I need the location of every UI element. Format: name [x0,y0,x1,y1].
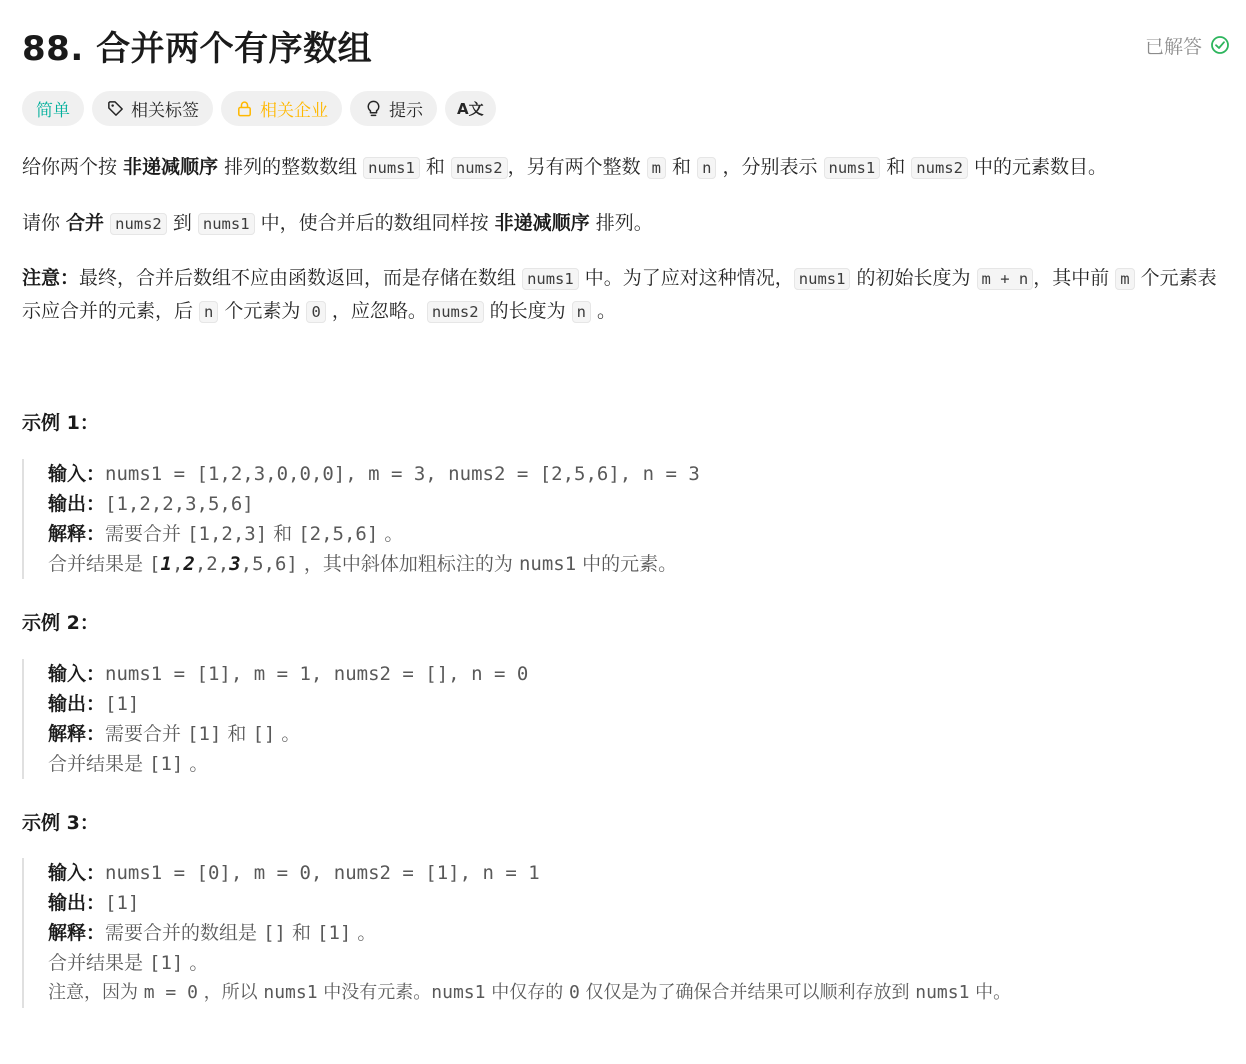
code-text: [1,2,3] [187,523,268,545]
input-value: nums1 = [0], m = 0, nums2 = [1], n = 1 [105,862,540,884]
explain-label: 解释： [48,523,106,545]
output-value: [1,2,2,3,5,6] [105,493,254,515]
text: 和 [665,156,698,178]
lightbulb-icon [364,99,383,118]
example-explanation [48,519,1226,549]
text: 注意，因为 [48,982,144,1003]
title-row [22,22,1230,68]
text: 合并结果是 [48,553,150,575]
inline-code: nums2 [911,157,968,179]
related-tags-button[interactable] [92,91,213,126]
tag-bar [22,91,496,126]
inline-code: nums2 [110,213,167,235]
translate-icon: A文 [457,100,484,118]
text: 。 [183,952,209,974]
example-note [48,978,1226,1008]
example-input [48,659,1226,689]
description-paragraph-2 [22,207,1226,240]
text: 中。 [969,982,1012,1003]
example-result [48,749,1226,779]
text: 中仅存的 [485,982,569,1003]
lock-icon [235,99,254,118]
code-text: ,5,6] [240,553,298,575]
code-text: , [171,553,184,575]
text: 排列的整数数组 [218,156,364,178]
input-label: 输入： [48,463,106,485]
text: 需要合并的数组是 [105,922,264,944]
output-label: 输出： [48,693,106,715]
text: 和 [267,523,299,545]
text: 给你两个按 [22,156,124,178]
inline-code: nums1 [363,157,420,179]
text: 的初始长度为 [850,267,977,289]
text: 。 [183,753,209,775]
code-text: nums1 [431,982,486,1003]
input-label: 输入： [48,663,106,685]
text: 和 [285,922,318,944]
text: 。 [351,922,377,944]
solved-label: 已解答 [1144,35,1202,58]
inline-code: 0 [306,301,325,323]
inline-code: nums2 [451,157,508,179]
example-3-block [22,858,1226,1008]
inline-code: n [199,301,218,323]
text: 。 [378,523,404,545]
highlighted-element: 3 [229,553,241,575]
example-2-block [22,659,1226,779]
text: 合并结果是 [48,753,150,775]
explain-label: 解释： [48,723,106,745]
tag-icon [106,99,125,118]
text: 请你 [22,212,67,234]
result-array [149,553,298,575]
example-output [48,689,1226,719]
description-paragraph-1 [22,151,1226,184]
code-text: [2,5,6] [298,523,379,545]
text: 个元素表示应合并的元素，后 [22,267,1217,322]
code-text: m = 0 [143,982,198,1003]
text: ，所以 [197,982,264,1003]
text: ，其中斜体加粗标注的为 [297,553,519,575]
inline-code: nums2 [427,301,484,323]
inline-code: nums1 [522,268,579,290]
inline-code: m + n [977,268,1034,290]
text: 个元素为 [218,300,307,322]
code-text: nums1 [518,553,577,575]
example-result [48,549,1226,579]
text: 中。为了应对这种情况， [578,267,794,289]
example-2-title: 示例 2： [22,612,99,634]
related-companies-label: 相关企业 [260,101,328,121]
inline-code: m [647,157,666,179]
example-1-block [22,459,1226,579]
code-text: 0 [568,982,580,1003]
text: 排列。 [589,212,653,234]
text: ，应忽略。 [325,300,427,322]
input-value: nums1 = [1,2,3,0,0,0], m = 3, nums2 = [2,5,6], n = 3 [105,463,700,485]
code-text: [1] [149,753,184,775]
text: 到 [166,212,198,234]
text: ，其中前 [1033,267,1116,289]
inline-code: nums1 [198,213,255,235]
highlighted-element: 2 [183,553,195,575]
example-explanation [48,918,1226,948]
text: 仅仅是为了确保合并结果可以顺利存放到 [579,982,916,1003]
hint-button[interactable] [350,91,437,126]
example-input [48,858,1226,888]
difficulty-label: 简单 [36,101,70,121]
text: 最终，合并后数组不应由函数返回，而是存储在数组 [79,267,523,289]
code-text: [1] [187,723,222,745]
inline-code: n [697,157,716,179]
code-text: [ [149,553,161,575]
text: 需要合并 [105,723,188,745]
check-circle-icon [1210,35,1230,55]
code-text: [1] [317,922,352,944]
example-explanation [48,719,1226,749]
text: 中，使合并后的数组同样按 [254,212,495,234]
code-text: nums1 [915,982,970,1003]
inline-code: n [572,301,591,323]
example-output [48,888,1226,918]
text: 和 [419,156,451,178]
text: 需要合并 [105,523,188,545]
related-companies-button[interactable] [221,91,342,126]
input-label: 输入： [48,862,106,884]
text: 中的元素数目。 [967,156,1107,178]
input-value: nums1 = [1], m = 1, nums2 = [], n = 0 [105,663,529,685]
output-value: [1] [105,693,140,715]
example-result [48,948,1226,978]
code-text: nums1 [263,982,318,1003]
text: 合并结果是 [48,952,150,974]
bold-text: 合并 [66,212,105,234]
translate-button[interactable] [445,91,496,126]
example-input [48,459,1226,489]
inline-code: nums1 [824,157,881,179]
text: 中没有元素。 [317,982,432,1003]
example-output [48,489,1226,519]
text: 中的元素。 [576,553,678,575]
inline-code: m [1115,268,1134,290]
description-paragraph-3 [22,262,1226,328]
solved-status [1145,32,1230,59]
example-1-title: 示例 1： [22,412,99,434]
text: ，分别表示 [716,156,824,178]
output-label: 输出： [48,892,106,914]
text: 和 [221,723,253,745]
output-value: [1] [105,892,140,914]
text: 和 [880,156,912,178]
text: 的长度为 [483,300,572,322]
code-text: [1] [149,952,184,974]
inline-code: nums1 [794,268,851,290]
code-text: [] [252,723,276,745]
code-text: ,2, [194,553,230,575]
related-tags-label: 相关标签 [131,101,199,121]
text: ，另有两个整数 [507,156,647,178]
explain-label: 解释： [48,922,106,944]
hint-label: 提示 [389,101,423,121]
bold-text: 非递减顺序 [494,212,590,234]
bold-text: 非递减顺序 [123,156,219,178]
problem-title[interactable]: 88. 合并两个有序数组 [22,28,373,69]
code-text: [] [263,922,286,944]
text: 。 [275,723,301,745]
output-label: 输出： [48,493,106,515]
difficulty-badge [22,91,84,126]
highlighted-element: 1 [160,553,172,575]
note-label: 注意： [22,267,80,289]
example-3-title: 示例 3： [22,812,99,834]
text: 。 [590,300,617,322]
